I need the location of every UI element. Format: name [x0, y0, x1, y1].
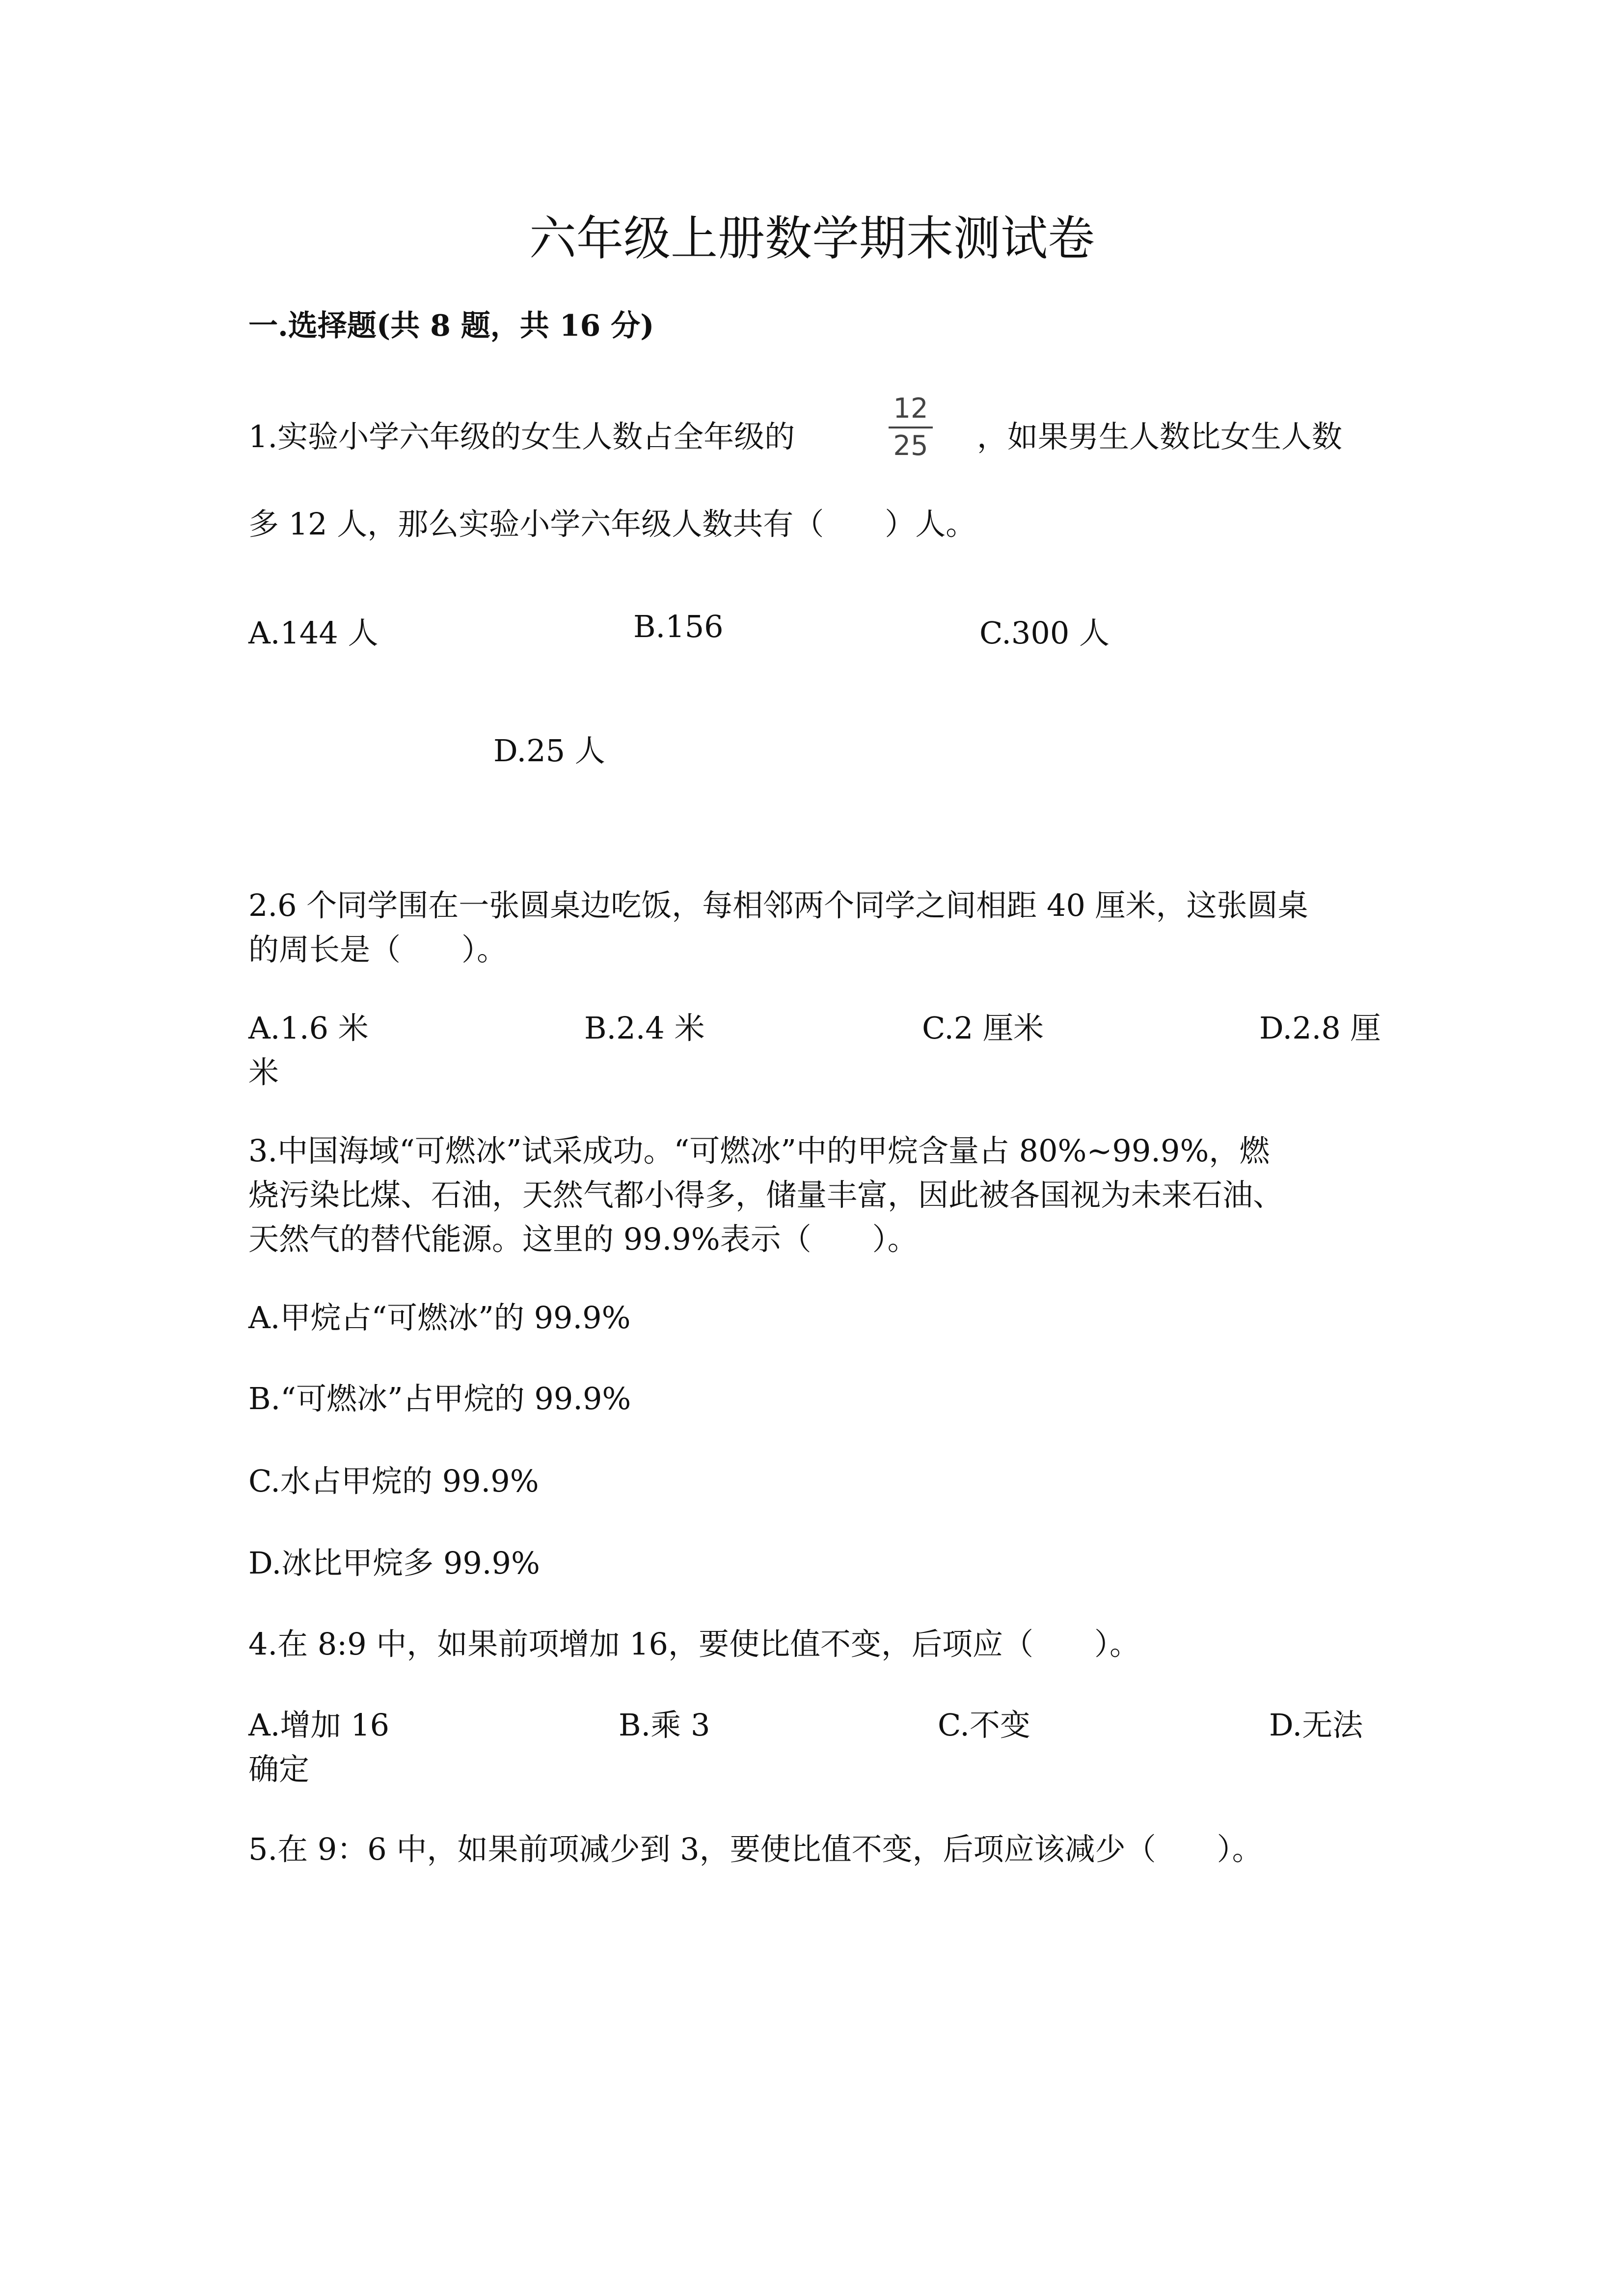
q2-option-b: B.2.4 米 — [584, 1010, 705, 1046]
q1-option-d: D.25 人 — [493, 733, 605, 769]
q1-fraction — [889, 395, 933, 460]
q1-fraction-numerator: 12 — [889, 395, 933, 428]
q3-line-3: 天然气的替代能源。这里的 99.9%表示（ ）。 — [248, 1221, 918, 1257]
q2-line-1: 2.6 个同学围在一张圆桌边吃饭，每相邻两个同学之间相距 40 厘米，这张圆桌 — [248, 887, 1308, 923]
q2-line-2: 的周长是（ ）。 — [248, 932, 508, 967]
q1-fraction-denominator: 25 — [893, 430, 928, 462]
q3-option-c: C.水占甲烷的 99.9% — [248, 1463, 539, 1499]
page-title: 六年级上册数学期末测试卷 — [529, 211, 1095, 266]
q1-text-part1: 1.实验小学六年级的女生人数占全年级的 — [248, 419, 795, 454]
q1-text-part2: ，如果男生人数比女生人数 — [977, 419, 1343, 454]
q3-option-d: D.冰比甲烷多 99.9% — [248, 1545, 540, 1581]
q4-option-d-wrap: 确定 — [248, 1751, 310, 1787]
q5-line-1: 5.在 9：6 中，如果前项减少到 3，要使比值不变，后项应该减少（ ）。 — [248, 1831, 1263, 1867]
q2-option-a: A.1.6 米 — [248, 1010, 369, 1046]
q4-option-c: C.不变 — [938, 1707, 1030, 1743]
q3-option-b: B.“可燃冰”占甲烷的 99.9% — [248, 1381, 631, 1416]
q1-option-c: C.300 人 — [979, 615, 1110, 651]
q3-line-2: 烧污染比煤、石油，天然气都小得多，储量丰富，因此被各国视为未来石油、 — [248, 1177, 1284, 1213]
q2-option-d-wrap: 米 — [248, 1054, 279, 1090]
q4-option-a: A.增加 16 — [248, 1707, 390, 1743]
q2-option-c: C.2 厘米 — [922, 1010, 1044, 1046]
q1-option-b: B.156 — [633, 609, 724, 644]
q1-text-part3: 多 12 人，那么实验小学六年级人数共有（ ）人。 — [248, 506, 976, 542]
q3-line-1: 3.中国海域“可燃冰”试采成功。“可燃冰”中的甲烷含量占 80%~99.9%，燃 — [248, 1133, 1270, 1169]
q3-option-a: A.甲烷占“可燃冰”的 99.9% — [248, 1300, 631, 1335]
q4-line-1: 4.在 8:9 中，如果前项增加 16，要使比值不变，后项应（ ）。 — [248, 1626, 1140, 1662]
q4-option-d: D.无法 — [1269, 1707, 1363, 1743]
q1-option-a: A.144 人 — [248, 615, 379, 651]
q2-option-d: D.2.8 厘 — [1259, 1010, 1381, 1046]
section-heading: 一.选择题(共 8 题，共 16 分) — [248, 309, 654, 343]
q4-option-b: B.乘 3 — [619, 1707, 710, 1743]
